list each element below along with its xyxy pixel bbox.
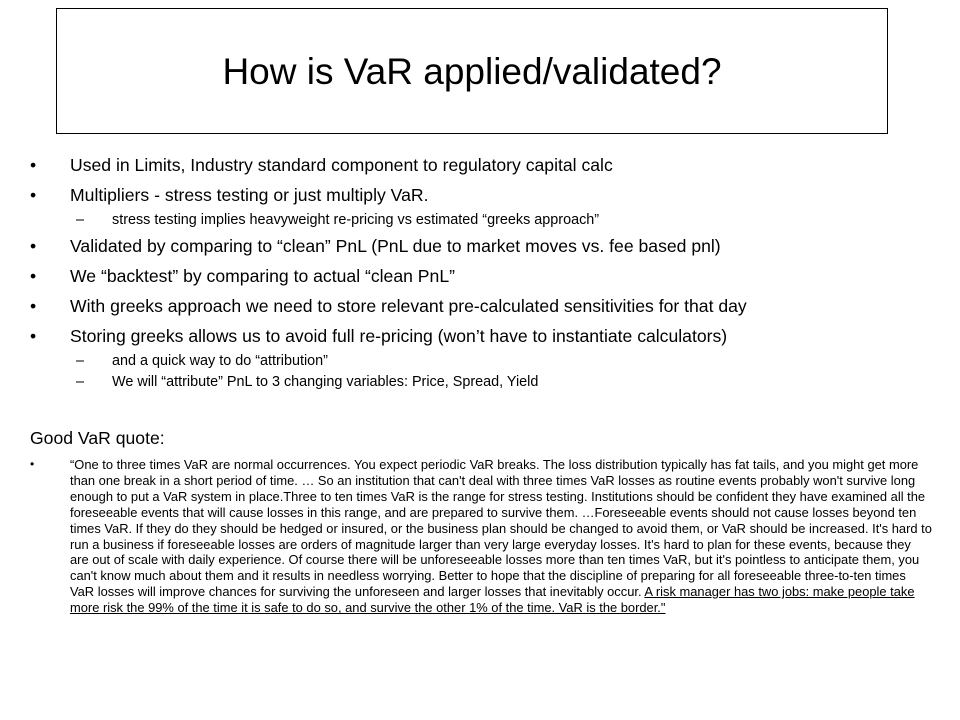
sub-bullet-item	[30, 373, 950, 391]
sub-bullet-text: and a quick way to do “attribution”	[112, 353, 328, 369]
bullet-glyph: •	[30, 236, 37, 256]
bullet-glyph: •	[30, 296, 37, 316]
bullet-text: We “backtest” by comparing to actual “clean PnL”	[70, 266, 455, 286]
sub-bullet-text: stress testing implies heavyweight re-pricing vs estimated “greeks approach”	[112, 212, 600, 228]
dash-glyph: –	[76, 353, 85, 369]
bullet-text: With greeks approach we need to store relevant pre-calculated sensitivities for that day	[70, 296, 747, 316]
quote-block	[30, 457, 932, 616]
bullet-item	[30, 235, 950, 257]
bullet-text: Used in Limits, Industry standard component to regulatory capital calc	[70, 155, 613, 175]
bullet-item	[30, 184, 950, 206]
bullet-glyph: •	[30, 185, 37, 205]
bullet-item	[30, 154, 950, 176]
quote-underlined-text: A risk manager has two jobs: make people take more risk the 99% of the time it is safe to do so, and survive the other 1% of the time. VaR is the border."	[70, 584, 915, 616]
quote-text: “One to three times VaR are normal occurrences. You expect periodic VaR breaks. The loss distribution typically has fat tails, and you might get more than one break in a short period of time. … So an institution that can't deal with three times VaR losses as routine events probably won't survive long enough to put a VaR system in place.Three to ten times VaR is the range for stress testing. Institutions should be confident they have examined all the foreseeable events that will cause losses in this range, and are prepared to survive them. …Foreseeable events should not cause losses beyond ten times VaR. If they do they should be hedged or insured, or the business plan should be changed to avoid them, or VaR should be increased. It's hard to run a business if foreseeable losses are orders of magnitude larger than very large everyday losses. It's hard to plan for these events, because they are out of scale with daily experience. Of course there will be unforeseeable losses more than ten times VaR, but it's pointless to anticipate them, you can't know much about them and it results in needless worrying. Better to hope that the discipline of preparing for all foreseeable three-to-ten times VaR losses will improve chances for surviving the unforeseen and larger losses that inevitably occur.	[70, 457, 932, 600]
sub-bullet-text: We will “attribute” PnL to 3 changing variables: Price, Spread, Yield	[112, 374, 539, 390]
bullet-glyph: •	[30, 266, 37, 286]
bullet-item	[30, 265, 950, 287]
bullet-item	[30, 325, 950, 347]
dash-glyph: –	[76, 374, 85, 390]
quote-heading: Good VaR quote:	[30, 428, 165, 448]
bullet-list	[30, 154, 950, 397]
sub-bullet-item	[30, 211, 950, 229]
bullet-text: Storing greeks allows us to avoid full re-pricing (won’t have to instantiate calculators)	[70, 326, 728, 346]
bullet-glyph: •	[30, 326, 37, 346]
bullet-text: Validated by comparing to “clean” PnL (PnL due to market moves vs. fee based pnl)	[70, 236, 721, 256]
bullet-item	[30, 295, 950, 317]
sub-bullet-item	[30, 352, 950, 370]
title-box	[56, 8, 888, 134]
slide-title: How is VaR applied/validated?	[222, 51, 722, 92]
bullet-glyph: •	[30, 155, 37, 175]
bullet-text: Multipliers - stress testing or just multiply VaR.	[70, 185, 429, 205]
dash-glyph: –	[76, 212, 85, 228]
bullet-glyph: •	[30, 457, 35, 471]
